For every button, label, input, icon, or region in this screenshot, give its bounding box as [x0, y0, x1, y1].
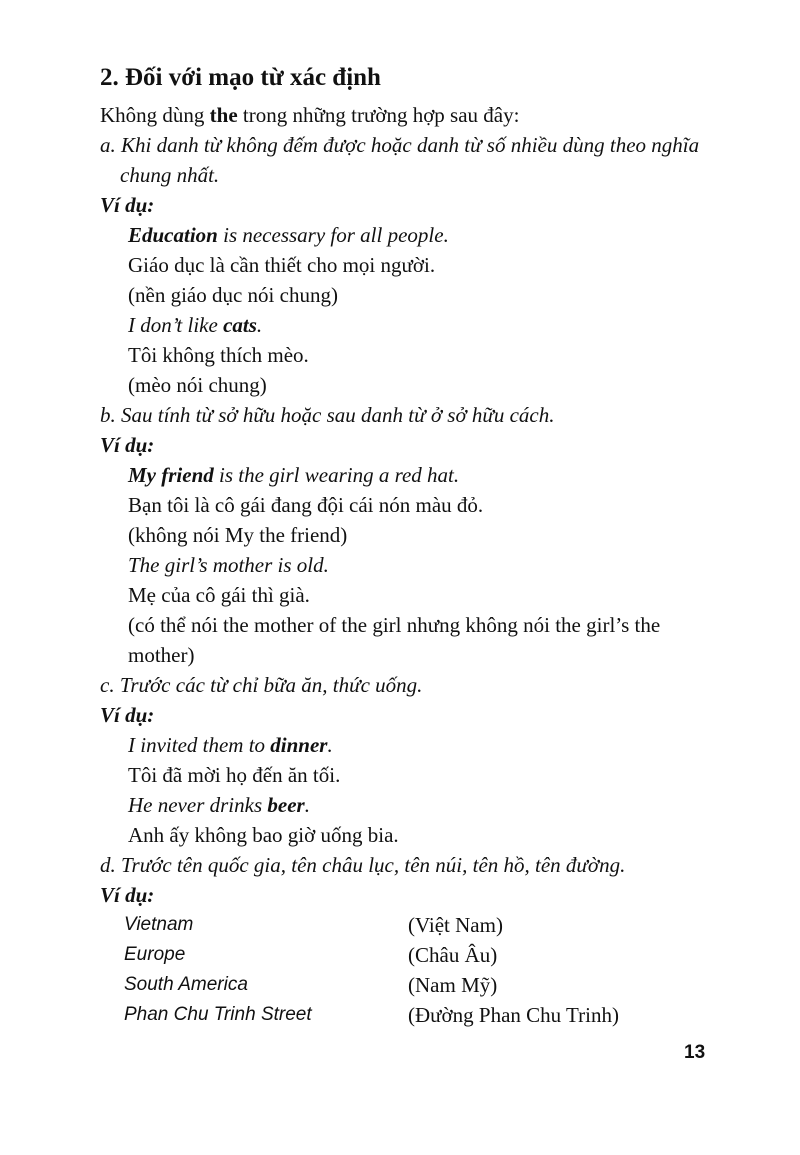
example-vi: Mẹ của cô gái thì già.	[128, 583, 310, 607]
example-en: The girl’s mother is old.	[128, 553, 329, 577]
example-vi: Tôi không thích mèo.	[128, 343, 309, 367]
example-text: I invited them to	[128, 733, 271, 757]
example-keyword: My friend	[128, 463, 214, 487]
case-c: c. Trước các từ chỉ bữa ăn, thức uống.	[100, 673, 423, 697]
example-en	[100, 790, 720, 820]
example-keyword: beer	[267, 793, 305, 817]
example-keyword: dinner	[270, 733, 328, 757]
example-text-end: .	[327, 733, 333, 757]
example-vi-name: (Đường Phan Chu Trinh)	[408, 1003, 619, 1027]
example-text-end: .	[304, 793, 310, 817]
example-text: I don’t like	[128, 313, 224, 337]
example-label: Ví dụ:	[100, 883, 155, 907]
example-note: (mèo nói chung)	[128, 373, 267, 397]
example-row	[100, 940, 720, 970]
example-label: Ví dụ:	[100, 193, 155, 217]
example-en-name: Europe	[124, 944, 186, 965]
example-note: (có thể nói the mother of the girl nhưng không nói the girl’s the mother)	[128, 613, 661, 667]
intro-line	[100, 100, 720, 130]
example-en-name: South America	[124, 974, 248, 995]
intro-keyword: the	[209, 103, 238, 127]
example-vi-name: (Việt Nam)	[408, 913, 503, 937]
example-text-end: .	[256, 313, 263, 337]
example-keyword: cats	[223, 313, 257, 337]
example-vi: Bạn tôi là cô gái đang đội cái nón màu đỏ.	[128, 493, 484, 517]
example-text: is the girl wearing a red hat.	[213, 463, 460, 487]
example-vi: Tôi đã mời họ đến ăn tối.	[128, 763, 341, 787]
example-en	[100, 220, 720, 250]
example-label: Ví dụ:	[100, 433, 155, 457]
intro-text: Không dùng	[100, 103, 210, 127]
case-d: d. Trước tên quốc gia, tên châu lục, tên núi, tên hồ, tên đường.	[100, 853, 626, 877]
example-en	[100, 460, 720, 490]
example-en	[100, 310, 720, 340]
section-heading: 2. Đối với mạo từ xác định	[100, 64, 381, 91]
example-vi-name: (Nam Mỹ)	[408, 973, 498, 997]
example-text: is necessary for all people.	[217, 223, 449, 247]
example-en-name: Vietnam	[124, 914, 194, 935]
page-number: 13	[684, 1042, 706, 1063]
example-label: Ví dụ:	[100, 703, 155, 727]
case-a: a. Khi danh từ không đếm được hoặc danh từ số nhiều dùng theo nghĩa chung nhất.	[100, 133, 700, 187]
example-vi-name: (Châu Âu)	[408, 943, 498, 967]
case-b: b. Sau tính từ sở hữu hoặc sau danh từ ở sở hữu cách.	[100, 403, 555, 427]
example-en-name: Phan Chu Trinh Street	[124, 1004, 312, 1025]
example-vi: Anh ấy không bao giờ uống bia.	[128, 823, 399, 847]
example-en	[100, 730, 720, 760]
example-row	[100, 970, 720, 1000]
example-vi: Giáo dục là cần thiết cho mọi người.	[128, 253, 436, 277]
example-note: (nền giáo dục nói chung)	[128, 283, 338, 307]
intro-text-end: trong những trường hợp sau đây:	[237, 103, 520, 127]
page-content	[100, 64, 720, 1030]
example-row	[100, 1000, 720, 1030]
example-keyword: Education	[128, 223, 218, 247]
example-text: He never drinks	[128, 793, 268, 817]
example-row	[100, 910, 720, 940]
example-note: (không nói My the friend)	[128, 523, 348, 547]
